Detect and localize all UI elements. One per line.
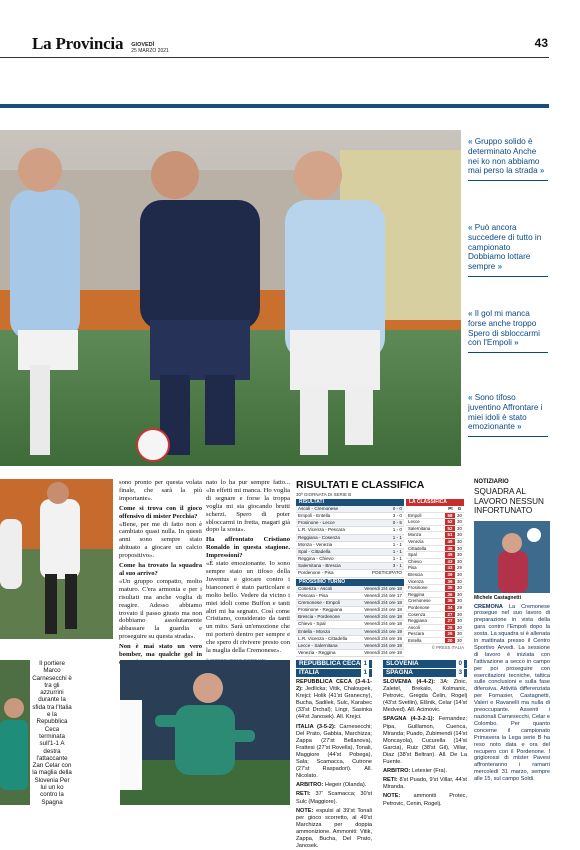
result-score: POSTICIPATO bbox=[371, 570, 402, 576]
standing-row bbox=[406, 598, 464, 605]
goalkeeper-illustration bbox=[0, 660, 30, 805]
standing-team: Cosenza bbox=[408, 611, 426, 617]
standings-bar: LA CLASSIFICA bbox=[406, 499, 464, 506]
standing-team: Vicenza bbox=[408, 578, 424, 584]
next-match: Chievo - Spal bbox=[298, 621, 326, 627]
standing-games: 30 bbox=[457, 624, 462, 630]
standing-team: Cittadella bbox=[408, 545, 427, 551]
celar-illustration bbox=[120, 660, 290, 805]
standing-team: Venezia bbox=[408, 538, 424, 544]
results-subtitle: 30ª GIORNATA DI SERIE B bbox=[296, 492, 352, 497]
standing-team: Reggina bbox=[408, 591, 425, 597]
result-row bbox=[296, 570, 404, 577]
standing-games: 29 bbox=[457, 565, 462, 571]
next-row bbox=[296, 614, 404, 621]
quote-2: « Può ancora succedere di tutto in campionato Dobbiamo lottare sempre » bbox=[468, 223, 548, 277]
standing-row bbox=[406, 565, 464, 572]
next-match: L.R. Vicenza - Cittadella bbox=[298, 635, 348, 641]
standing-points: 49 bbox=[445, 539, 455, 545]
standing-team: Frosinone bbox=[408, 585, 428, 591]
standing-points: 43 bbox=[445, 559, 455, 565]
standing-points: 27 bbox=[445, 618, 455, 624]
standing-points: 35 bbox=[445, 598, 455, 604]
results-title: RISULTATI E CLASSIFICA bbox=[296, 479, 425, 491]
standing-row bbox=[406, 625, 464, 632]
next-date: Venerdì 2/4 ore 18 bbox=[364, 614, 402, 620]
next-match: Cosenza - Ascoli bbox=[298, 585, 333, 591]
celebration-photo bbox=[0, 479, 113, 639]
standing-team: Empoli bbox=[408, 512, 422, 518]
next-match: Frosinone - Reggiana bbox=[298, 607, 343, 613]
standing-games: 30 bbox=[457, 571, 462, 577]
next-row bbox=[296, 621, 404, 628]
results-source: © PRESS ITALIA bbox=[431, 645, 464, 651]
article-column-b: nato lo ha pur sempre fatto... «In effetti mi manca. Ho voglia di segnare e forse la troppa voglia mi sta giocando brutti scherzi. Spero di poter sbloccarmi in fretta, magari già dopo la sosta». Ha affrontato Cristiano Ronaldo in questa stagione. Impressioni? «È stato emozionante. Io sono sempre stato un tifoso della Juventus e giocare contro i bianconeri è stato particolare e molto bello. Vedere da vicino i miei idoli come Buffon e tanti altri mi ha segnato. Così come Cristiano, considerato da tanti un mito. Sarà un'emozione che mi porterò dentro per sempre e che spero di rivivere presto con la maglia della Cremonese». bbox=[206, 479, 290, 655]
notiziario-label: NOTIZIARIO bbox=[474, 479, 509, 485]
page-number: 43 bbox=[534, 36, 548, 50]
result-row bbox=[296, 542, 404, 549]
standing-team: Pescara bbox=[408, 631, 425, 637]
next-row bbox=[296, 593, 404, 600]
result-match: Reggina - Chievo bbox=[298, 556, 334, 562]
photo-caption: Michele Castagnetti bbox=[474, 594, 521, 601]
standing-row bbox=[406, 592, 464, 599]
standing-points: 51 bbox=[445, 532, 455, 538]
next-row bbox=[296, 636, 404, 643]
standing-games: 30 bbox=[457, 637, 462, 643]
standing-row bbox=[406, 631, 464, 638]
celar-photo bbox=[120, 660, 290, 805]
next-row bbox=[296, 629, 404, 636]
quote-4: « Sono tifoso juventino Affrontare i miei idoli è stato emozionante » bbox=[468, 393, 548, 437]
next-date: Venerdì 2/4 ore 19 bbox=[364, 635, 402, 641]
standing-team: Pisa bbox=[408, 565, 417, 571]
next-date: Venerdì 2/4 ore 18 bbox=[364, 585, 402, 591]
next-round-bar: PROSSIMO TURNO bbox=[296, 579, 404, 586]
standing-games: 30 bbox=[457, 585, 462, 591]
standing-points: 20 bbox=[445, 638, 455, 644]
results-list bbox=[296, 506, 404, 578]
result-row bbox=[296, 527, 404, 534]
next-date: Venerdì 2/4 ore 18 bbox=[364, 621, 402, 627]
notiziario-headline: SQUADRA AL LAVORO NESSUN INFORTUNATO bbox=[474, 487, 544, 515]
standing-games: 30 bbox=[457, 552, 462, 558]
standing-points: 34 bbox=[445, 605, 455, 611]
next-row bbox=[296, 650, 404, 657]
standing-row bbox=[406, 559, 464, 566]
result-match: Ascoli - Cremonese bbox=[298, 506, 339, 511]
standing-row bbox=[406, 612, 464, 619]
article-column-a: sono pronto per questa volata finale, che sarà la più importante». Come si trova con il gioco offensivo di mister Pecchia? «Bene, per me di fatto non è cambiato quasi nulla. In questi anni sono sempre stato abituato a giocare un calcio propositivo». Come ha trovato la squadra al suo arrivo? «Un gruppo compatto, molto maturo. C'era armonia e per i risultati ma anche voglia di reagire. Adesso abbiamo trovato il passo giusto ma non dobbiamo assolutamente abbassare la guardia e proseguire su questa strada». Non è mai stato un vero bomber, ma qualche gol in bbox=[119, 479, 202, 659]
standings-header: Pt G bbox=[406, 506, 464, 513]
result-match: L.R. Vicenza - Pescara bbox=[298, 527, 345, 533]
standing-row bbox=[406, 579, 464, 586]
match2-team2: SPAGNA 3 bbox=[383, 669, 467, 677]
result-score: 1 - 1 bbox=[392, 556, 402, 562]
standing-games: 30 bbox=[457, 591, 462, 597]
result-score: 3 - 0 bbox=[392, 513, 402, 519]
next-match: Entella - Monza bbox=[298, 628, 330, 634]
standing-team: Ascoli bbox=[408, 624, 420, 630]
result-score: 1 - 1 bbox=[392, 534, 402, 540]
standing-games: 30 bbox=[457, 532, 462, 538]
standing-games: 30 bbox=[457, 631, 462, 637]
standing-points: 39 bbox=[445, 572, 455, 578]
standing-points: 52 bbox=[445, 526, 455, 532]
result-score: 1 - 0 bbox=[392, 527, 402, 533]
match2-team1: SLOVENIA 0 bbox=[383, 660, 467, 668]
celebration-illustration bbox=[0, 479, 113, 639]
next-match: Cremonese - Empoli bbox=[298, 599, 340, 605]
result-match: Spal - Cittadella bbox=[298, 548, 331, 554]
standing-team: Lecce bbox=[408, 519, 420, 525]
standing-points: 58 bbox=[445, 513, 455, 519]
standing-points: 36 bbox=[445, 592, 455, 598]
match1-team1: REPUBBLICA CECA 1 bbox=[296, 660, 372, 668]
result-row bbox=[296, 520, 404, 527]
result-score: 0 - 5 bbox=[392, 520, 402, 526]
header-band bbox=[0, 104, 549, 108]
result-row bbox=[296, 513, 404, 520]
result-row bbox=[296, 556, 404, 563]
standing-team: Cremonese bbox=[408, 598, 431, 604]
player-portrait-illustration bbox=[474, 521, 550, 593]
next-match: Pescara - Pisa bbox=[298, 592, 328, 598]
standing-team: Spal bbox=[408, 552, 417, 558]
standing-row bbox=[406, 532, 464, 539]
notiziario-box bbox=[474, 479, 550, 783]
standing-team: Salernitana bbox=[408, 525, 431, 531]
issue-day: GIOVEDÌ bbox=[131, 42, 155, 48]
standing-row bbox=[406, 546, 464, 553]
standing-games: 30 bbox=[457, 525, 462, 531]
standing-team: Monza bbox=[408, 532, 422, 538]
next-row bbox=[296, 607, 404, 614]
next-date: Venerdì 2/4 ore 17 bbox=[364, 592, 402, 598]
next-date: Venerdì 2/4 ore 19 bbox=[364, 642, 402, 648]
standing-team: Reggiana bbox=[408, 618, 427, 624]
match1-team2: ITALIA 1 bbox=[296, 669, 372, 677]
next-date: Venerdì 2/4 ore 18 bbox=[364, 607, 402, 613]
next-row bbox=[296, 643, 404, 650]
issue-date-text: 25 MARZO 2021 bbox=[131, 48, 169, 54]
standing-games: 30 bbox=[457, 512, 462, 518]
standing-points: 45 bbox=[445, 552, 455, 558]
standing-row bbox=[406, 552, 464, 559]
standing-points: 43 bbox=[445, 565, 455, 571]
issue-date bbox=[131, 42, 169, 54]
standing-points: 25 bbox=[445, 631, 455, 637]
standing-games: 30 bbox=[457, 538, 462, 544]
standings-block bbox=[406, 499, 464, 650]
standing-games: 30 bbox=[457, 618, 462, 624]
result-score: 3 - 1 bbox=[392, 563, 402, 569]
standing-points: 39 bbox=[445, 579, 455, 585]
result-match: Monza - Venezia bbox=[298, 541, 333, 547]
standing-games: 30 bbox=[457, 558, 462, 564]
goalkeeper-photo bbox=[0, 660, 30, 805]
notiziario-body: CREMONA La Cremonese prosegue nel suo lavoro di preparazione in vista della gara contro l'Empoli dopo la sosta. La squadra si è allenata in mattinata presso il Centro Sportivo Arvedi. La sessione di lavoro è iniziata con l'attivazione a secco in campo per poi proseguire con esercitazioni tecniche, tattica sulle conclusioni e sulla fase difensiva. Attività differenziata per Fornasier, Castagnetti, Valeri e Ravanelli ma nulla di preoccupante. Assenti i nazionali Carnesecchi, Celar e Colombo. Per quanto concerne il campionato Primavera la Lega serie B ha reso noto data e ora del recupero con il Pordenone. I grigiorossi di mister Pavesi affronteranno i ramarri mercoledì 31 marzo, sempre alle 15, sul campo Soldi. bbox=[474, 603, 550, 783]
next-round-list bbox=[296, 586, 404, 658]
match-svn-esp: SLOVENIA 0 SPAGNA 3 SLOVENIA (4-4-2): 3A: Zinic, Zaletel, Brekalo, Kolmanic, Petrovic, Gregda Čelin, Rogelj (43'st Svetlin), Elšnik, Celar (14'st Medved). All. Acimovic. SPAGNA (4-3-2-1): Fernandez; Pipa, Guillamon, Cuenca, Miranda; Puado, Zubimendi (14'st Moncayola), Cucurella (14'st Garcia), Ruiz (38'st Gil), Villar, Diaz (38'st Beltran). All. De La Fuente. ARBITRO: Letexier (Fra). RETI: 8'st Puado, 9'st Villar, 44'st Miranda. NOTE: ammoniti Protec, Petrovic, Cenin, Rogelj. bbox=[383, 660, 467, 807]
standing-points: 27 bbox=[445, 612, 455, 618]
next-match: Venezia - Reggina bbox=[298, 649, 336, 655]
next-row bbox=[296, 600, 404, 607]
newspaper-logo: La Provincia bbox=[32, 34, 124, 53]
quote-3: « Il gol mi manca forse anche troppo Spero di sbloccarmi con l'Empoli » bbox=[468, 309, 548, 353]
result-score: 1 - 1 bbox=[392, 541, 402, 547]
castagnetti-photo bbox=[474, 521, 550, 593]
standings-list bbox=[406, 513, 464, 645]
standing-row bbox=[406, 605, 464, 612]
standing-row bbox=[406, 526, 464, 533]
result-score: 1 - 1 bbox=[392, 548, 402, 554]
standing-points: 26 bbox=[445, 625, 455, 631]
standing-points: 36 bbox=[445, 585, 455, 591]
result-match: Pordenone - Pisa bbox=[298, 570, 334, 576]
main-photo bbox=[0, 130, 461, 466]
standing-team: Pordenone bbox=[408, 604, 430, 610]
next-date: Venerdì 2/4 ore 19 bbox=[364, 628, 402, 634]
standing-games: 30 bbox=[457, 545, 462, 551]
standing-row bbox=[406, 585, 464, 592]
match-cze-ita: REPUBBLICA CECA 1 ITALIA 1 REPUBBLICA CECA (3-4-1-2): Jedlicka; Vitik, Chaloupek, Krejci; Holik (41'st Granecny), Bucha, Sadilek, Sulc, Karabec (33'st Drchal); Lingr, Sasinka (44'st Janosek). All. Krejci. ITALIA (3-5-2): Carnesecchi; Del Prato, Gabbia, Marchizza; Zappa (27'st Bellanova), Frattesi (27'st Rovella), Tonali, Maggiore (44'st Pobega), Sala; Scamacca, Cutrone (27'st Raspadori). All. Nicolato. ARBITRO: Hegeir (Olanda). RETI: 37' Scamacca; 30'st Sulc (Maggiore). NOTE: espulsi al 39'st Tonali per gioco scorretto, al 49'st Marchizza per doppia ammonizione. Ammoniti: Vitik, Zappa, Bucha, Del Prato, Janosek. bbox=[296, 660, 372, 850]
standing-row bbox=[406, 519, 464, 526]
next-date: Venerdì 2/4 ore 19 bbox=[364, 649, 402, 655]
next-date: Venerdì 2/4 ore 18 bbox=[364, 599, 402, 605]
result-row bbox=[296, 549, 404, 556]
football-action-illustration bbox=[0, 130, 461, 466]
standing-row bbox=[406, 513, 464, 520]
standing-row bbox=[406, 638, 464, 645]
standing-row bbox=[406, 539, 464, 546]
result-score: 0 - 0 bbox=[392, 506, 402, 511]
standing-team: Entella bbox=[408, 637, 422, 643]
next-match: Lecce - Salernitana bbox=[298, 642, 338, 648]
standing-games: 30 bbox=[457, 598, 462, 604]
masthead bbox=[32, 30, 169, 54]
result-match: Frosinone - Lecce bbox=[298, 520, 335, 526]
standing-points: 46 bbox=[445, 546, 455, 552]
standing-team: Brescia bbox=[408, 571, 423, 577]
result-row bbox=[296, 535, 404, 542]
standing-row bbox=[406, 618, 464, 625]
standing-points: 52 bbox=[445, 519, 455, 525]
next-match: Brescia - Pordenone bbox=[298, 614, 340, 620]
standing-row bbox=[406, 572, 464, 579]
next-row bbox=[296, 586, 404, 593]
header-rule bbox=[0, 57, 549, 58]
result-row bbox=[296, 563, 404, 570]
result-match: Reggiana - Cosenza bbox=[298, 534, 340, 540]
side-caption: Il portiere Marco Carnesecchi è tra gli azzurrini durante la sfida tra l'Italia e la Repubblica Ceca terminata sull'1-1 A destra l'attaccante Zan Celar con la maglia della Slovenia Per lui un ko contro la Spagna bbox=[32, 660, 72, 806]
results-block bbox=[296, 499, 404, 657]
quote-1: « Gruppo solido è determinato Anche nei ko non abbiamo mai perso la strada » bbox=[468, 137, 548, 181]
result-match: Empoli - Entella bbox=[298, 513, 331, 519]
standing-games: 30 bbox=[457, 578, 462, 584]
standing-team: Chievo bbox=[408, 558, 422, 564]
result-match: Salernitana - Brescia bbox=[298, 563, 341, 569]
standing-games: 29 bbox=[457, 604, 462, 610]
ball bbox=[137, 429, 169, 461]
result-row bbox=[296, 506, 404, 513]
standing-games: 30 bbox=[457, 611, 462, 617]
results-bar: RISULTATI bbox=[296, 499, 404, 506]
standing-games: 30 bbox=[457, 519, 462, 525]
